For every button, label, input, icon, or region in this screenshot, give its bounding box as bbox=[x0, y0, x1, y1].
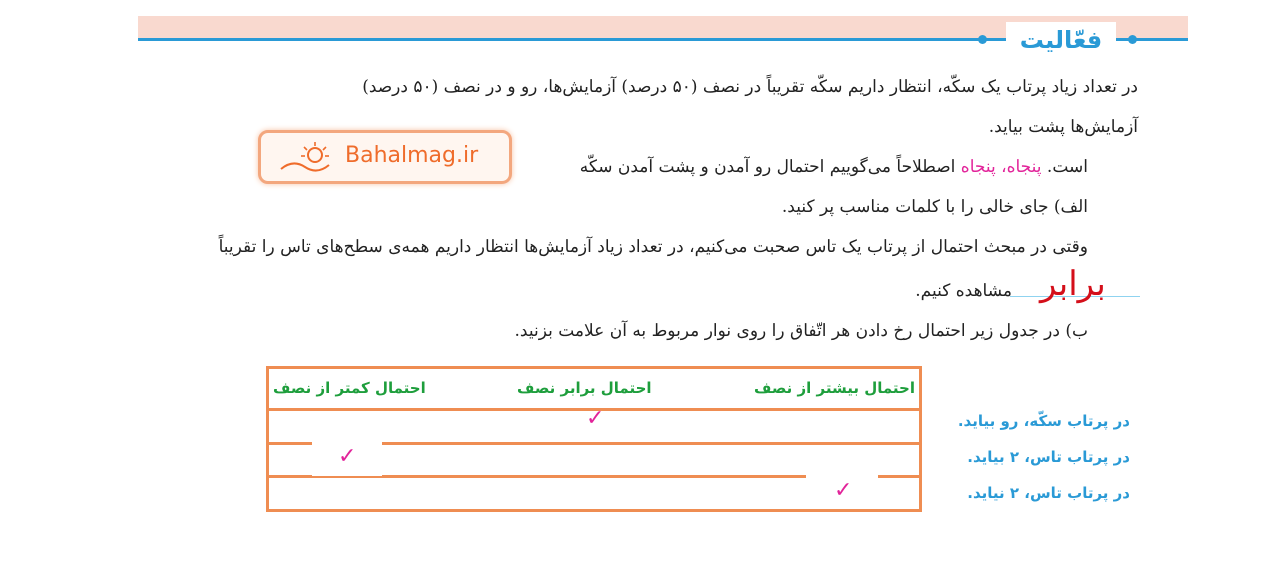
row-label-die-not-two: در پرتاب تاس، ۲ نیاید. bbox=[967, 484, 1130, 502]
check-mark-icon: ✓ bbox=[586, 406, 605, 431]
header-dot-left bbox=[978, 35, 987, 44]
sun-logo-icon bbox=[275, 139, 333, 179]
check-mark-icon: ✓ bbox=[338, 444, 357, 469]
paragraph-line-2: آزمایش‌ها پشت بیاید. bbox=[988, 117, 1138, 137]
watermark-badge bbox=[258, 130, 512, 184]
paragraph-line-5: وقتی در مبحث احتمال از پرتاب یک تاس صحبت می‌کنیم، در تعداد زیاد آزمایش‌ها انتظار داریم همه‌ی سطح‌های تاس را تقریباً bbox=[218, 237, 1088, 257]
paragraph-line-7: ب) در جدول زیر احتمال رخ دادن هر اتّفاق را روی نوار مربوط به آن علامت بزنید. bbox=[514, 321, 1088, 341]
handwritten-answer: برابر bbox=[1040, 264, 1106, 304]
row-label-coin-heads: در پرتاب سکّه، رو بیاید. bbox=[957, 412, 1130, 430]
activity-title: فعّالیت bbox=[1006, 22, 1116, 58]
table-header-row bbox=[268, 368, 921, 410]
header-less-than-half: احتمال کمتر از نصف bbox=[273, 379, 426, 397]
watermark-text: Bahalmag.ir bbox=[345, 143, 479, 168]
table-header-cell bbox=[268, 368, 921, 410]
paragraph-line-3 bbox=[580, 154, 1088, 180]
header-more-than-half: احتمال بیشتر از نصف bbox=[754, 379, 915, 397]
row-label-die-two: در پرتاب تاس، ۲ بیاید. bbox=[967, 448, 1130, 466]
paragraph-line-3-post: است. bbox=[1046, 157, 1088, 177]
paragraph-line-3-pre: اصطلاحاً می‌گوییم احتمال رو آمدن و پشت آمدن سکّه bbox=[579, 157, 956, 177]
paragraph-line-1: در تعداد زیاد پرتاب یک سکّه، انتظار داریم سکّه تقریباً در نصف (۵۰ درصد) آزمایش‌ها، رو و در نصف (۵۰ درصد) bbox=[362, 77, 1138, 97]
paragraph-line-4: الف) جای خالی را با کلمات مناسب پر کنید. bbox=[781, 197, 1088, 217]
header-equal-half: احتمال برابر نصف bbox=[517, 379, 652, 397]
fifty-fifty-text: پنجاه، پنجاه bbox=[960, 157, 1042, 177]
header-dot-right bbox=[1128, 35, 1137, 44]
paragraph-line-6: مشاهده کنیم. bbox=[915, 281, 1012, 301]
check-mark-icon: ✓ bbox=[834, 478, 853, 503]
